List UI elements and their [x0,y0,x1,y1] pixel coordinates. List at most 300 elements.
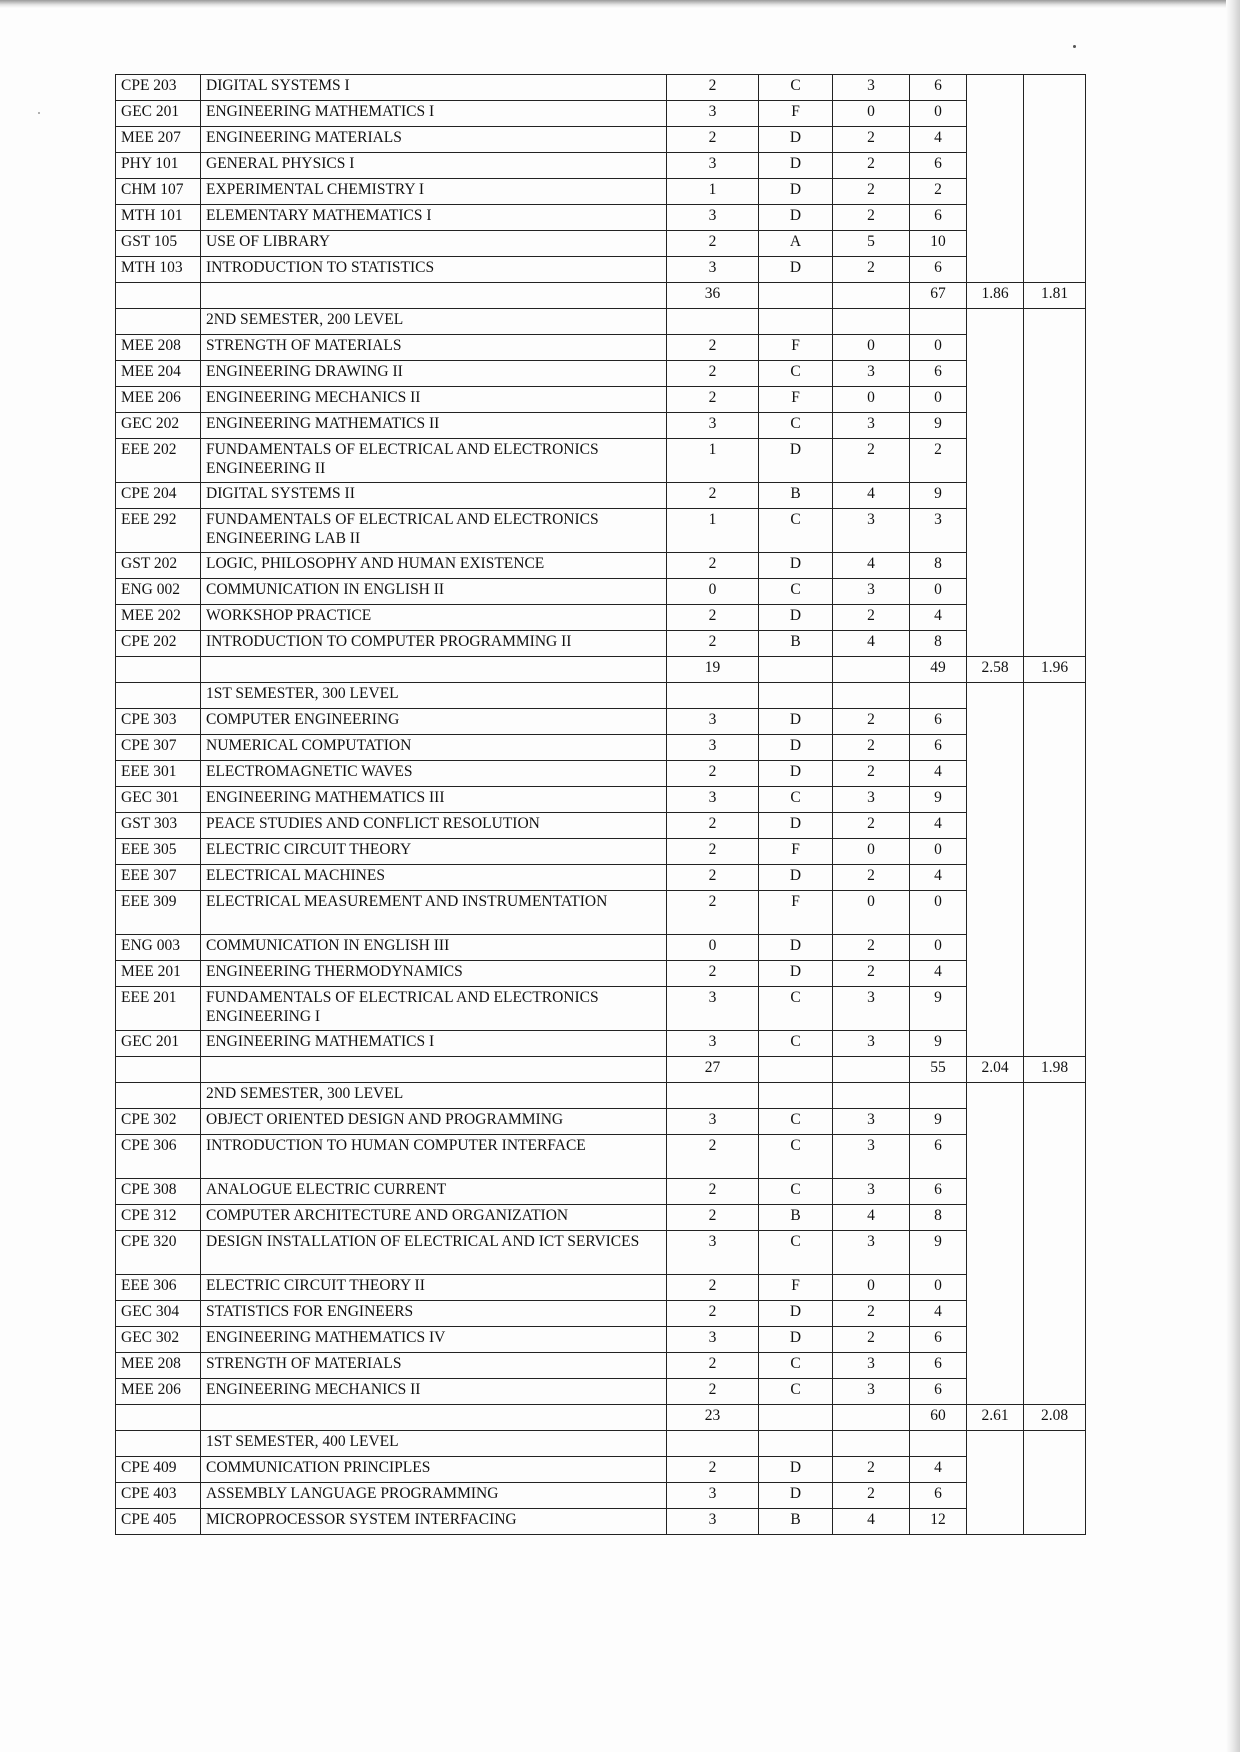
course-code: PHY 101 [116,153,201,179]
course-row [116,1301,1086,1327]
course-grade: D [759,257,833,283]
blank-cell [116,1431,201,1457]
cumulative-gpa: 1.81 [1024,283,1086,309]
scan-edge-top [0,0,1240,8]
total-units: 23 [667,1405,759,1431]
course-units: 2 [667,839,759,865]
course-code: GEC 304 [116,1301,201,1327]
total-weighted-points: 67 [910,283,967,309]
course-code: CPE 405 [116,1509,201,1535]
course-grade: C [759,1379,833,1405]
course-code: MEE 207 [116,127,201,153]
course-grade: B [759,631,833,657]
total-units: 27 [667,1057,759,1083]
course-row [116,205,1086,231]
weighted-grade-point: 4 [910,1301,967,1327]
course-grade: C [759,75,833,101]
grade-point: 0 [833,335,910,361]
weighted-grade-point: 9 [910,787,967,813]
course-units: 2 [667,865,759,891]
blank-cell [116,1057,201,1083]
weighted-grade-point: 8 [910,631,967,657]
blank-cell [667,1083,759,1109]
grade-point: 4 [833,631,910,657]
grade-point: 3 [833,1135,910,1179]
blank-cell [833,1057,910,1083]
course-row [116,1327,1086,1353]
course-code: EEE 202 [116,439,201,483]
course-row [116,579,1086,605]
course-row [116,1205,1086,1231]
course-code: CPE 302 [116,1109,201,1135]
course-code: ENG 002 [116,579,201,605]
course-title: ELECTRICAL MACHINES [201,865,667,891]
weighted-grade-point: 9 [910,413,967,439]
course-grade: A [759,231,833,257]
course-title: INTRODUCTION TO HUMAN COMPUTER INTERFACE [201,1135,667,1179]
weighted-grade-point: 0 [910,891,967,935]
grade-point: 3 [833,361,910,387]
course-units: 2 [667,813,759,839]
weighted-grade-point: 6 [910,1379,967,1405]
total-units: 19 [667,657,759,683]
grade-point: 2 [833,605,910,631]
course-title: COMMUNICATION PRINCIPLES [201,1457,667,1483]
course-code: GST 202 [116,553,201,579]
blank-cell [201,283,667,309]
course-units: 3 [667,735,759,761]
semester-total-row [116,283,1086,309]
course-code: CPE 409 [116,1457,201,1483]
weighted-grade-point: 0 [910,1275,967,1301]
course-row [116,987,1086,1031]
weighted-grade-point: 6 [910,75,967,101]
course-code: CPE 204 [116,483,201,509]
gpa-column-blank [967,75,1024,283]
course-title: ENGINEERING MATHEMATICS I [201,1031,667,1057]
grade-point: 0 [833,1275,910,1301]
course-title: INTRODUCTION TO STATISTICS [201,257,667,283]
weighted-grade-point: 0 [910,335,967,361]
blank-cell [910,1431,967,1457]
course-units: 3 [667,205,759,231]
grade-point: 3 [833,1031,910,1057]
course-grade: F [759,387,833,413]
course-grade: D [759,935,833,961]
course-row [116,761,1086,787]
course-grade: F [759,1275,833,1301]
weighted-grade-point: 6 [910,1135,967,1179]
scan-speck [1073,45,1076,48]
course-title: ENGINEERING THERMODYNAMICS [201,961,667,987]
course-title: ENGINEERING MATHEMATICS II [201,413,667,439]
course-grade: C [759,987,833,1031]
cumulative-gpa: 1.98 [1024,1057,1086,1083]
weighted-grade-point: 9 [910,1109,967,1135]
course-units: 3 [667,709,759,735]
course-code: EEE 306 [116,1275,201,1301]
grade-point: 2 [833,179,910,205]
course-units: 2 [667,1205,759,1231]
course-row [116,1231,1086,1275]
course-units: 3 [667,987,759,1031]
grade-point: 3 [833,509,910,553]
weighted-grade-point: 6 [910,257,967,283]
grade-point: 2 [833,709,910,735]
weighted-grade-point: 4 [910,127,967,153]
grade-point: 3 [833,987,910,1031]
course-title: FUNDAMENTALS OF ELECTRICAL AND ELECTRONICS ENGINEERING I [201,987,667,1031]
transcript-rows [116,75,1086,1535]
course-code: CPE 320 [116,1231,201,1275]
course-title: EXPERIMENTAL CHEMISTRY I [201,179,667,205]
course-title: DIGITAL SYSTEMS I [201,75,667,101]
weighted-grade-point: 4 [910,1457,967,1483]
grade-point: 4 [833,483,910,509]
course-code: CPE 308 [116,1179,201,1205]
blank-cell [833,657,910,683]
weighted-grade-point: 9 [910,1231,967,1275]
cgpa-column-blank [1024,683,1086,1057]
course-units: 2 [667,483,759,509]
weighted-grade-point: 9 [910,987,967,1031]
cgpa-column-blank [1024,1083,1086,1405]
course-grade: F [759,101,833,127]
course-grade: C [759,1179,833,1205]
course-units: 3 [667,257,759,283]
course-title: ENGINEERING MATHEMATICS I [201,101,667,127]
blank-cell [116,309,201,335]
course-units: 2 [667,1379,759,1405]
course-grade: D [759,1327,833,1353]
course-row [116,787,1086,813]
weighted-grade-point: 4 [910,605,967,631]
semester-heading: 1ST SEMESTER, 300 LEVEL [201,683,667,709]
course-grade: C [759,413,833,439]
course-title: ELECTROMAGNETIC WAVES [201,761,667,787]
course-title: DESIGN INSTALLATION OF ELECTRICAL AND ICT SERVICES [201,1231,667,1275]
course-grade: C [759,1353,833,1379]
blank-cell [759,283,833,309]
course-grade: B [759,1509,833,1535]
course-units: 2 [667,387,759,413]
course-row [116,387,1086,413]
course-title: ENGINEERING MECHANICS II [201,387,667,413]
grade-point: 2 [833,813,910,839]
course-title: COMMUNICATION IN ENGLISH III [201,935,667,961]
blank-cell [759,1431,833,1457]
course-title: FUNDAMENTALS OF ELECTRICAL AND ELECTRONICS ENGINEERING II [201,439,667,483]
course-grade: D [759,1301,833,1327]
course-row [116,1135,1086,1179]
course-row [116,935,1086,961]
grade-point: 2 [833,1301,910,1327]
course-grade: C [759,1231,833,1275]
semester-gpa: 2.58 [967,657,1024,683]
blank-cell [201,657,667,683]
total-weighted-points: 55 [910,1057,967,1083]
course-code: GEC 201 [116,101,201,127]
course-title: ANALOGUE ELECTRIC CURRENT [201,1179,667,1205]
course-code: EEE 292 [116,509,201,553]
course-title: USE OF LIBRARY [201,231,667,257]
blank-cell [759,1405,833,1431]
scan-speck [38,112,40,114]
course-units: 3 [667,1483,759,1509]
grade-point: 0 [833,839,910,865]
course-code: CPE 403 [116,1483,201,1509]
course-units: 3 [667,413,759,439]
grade-point: 3 [833,1353,910,1379]
course-grade: D [759,1483,833,1509]
blank-cell [910,309,967,335]
course-row [116,605,1086,631]
grade-point: 4 [833,1205,910,1231]
grade-point: 2 [833,1483,910,1509]
blank-cell [116,657,201,683]
course-title: STRENGTH OF MATERIALS [201,335,667,361]
course-units: 2 [667,75,759,101]
weighted-grade-point: 4 [910,961,967,987]
course-row [116,231,1086,257]
scan-edge-right [1226,0,1240,1752]
course-units: 2 [667,891,759,935]
course-row [116,1483,1086,1509]
blank-cell [759,309,833,335]
semester-header-row [116,683,1086,709]
semester-heading: 1ST SEMESTER, 400 LEVEL [201,1431,667,1457]
course-code: MEE 208 [116,1353,201,1379]
course-code: GEC 201 [116,1031,201,1057]
course-row [116,75,1086,101]
course-units: 3 [667,1327,759,1353]
course-units: 2 [667,1457,759,1483]
grade-point: 2 [833,257,910,283]
semester-gpa: 1.86 [967,283,1024,309]
course-code: CPE 203 [116,75,201,101]
semester-total-row [116,1405,1086,1431]
course-code: MEE 202 [116,605,201,631]
course-code: MTH 101 [116,205,201,231]
course-grade: F [759,891,833,935]
blank-cell [201,1405,667,1431]
course-code: GST 303 [116,813,201,839]
course-title: ENGINEERING MECHANICS II [201,1379,667,1405]
course-row [116,553,1086,579]
course-row [116,153,1086,179]
weighted-grade-point: 0 [910,579,967,605]
course-units: 2 [667,361,759,387]
course-code: CPE 306 [116,1135,201,1179]
cgpa-column-blank [1024,1431,1086,1535]
weighted-grade-point: 8 [910,553,967,579]
course-row [116,891,1086,935]
course-grade: D [759,1457,833,1483]
course-title: ELECTRICAL MEASUREMENT AND INSTRUMENTATION [201,891,667,935]
grade-point: 3 [833,1179,910,1205]
weighted-grade-point: 6 [910,361,967,387]
course-code: EEE 301 [116,761,201,787]
course-units: 3 [667,787,759,813]
course-code: MTH 103 [116,257,201,283]
blank-cell [667,683,759,709]
course-grade: D [759,865,833,891]
course-title: MICROPROCESSOR SYSTEM INTERFACING [201,1509,667,1535]
course-grade: C [759,361,833,387]
course-row [116,361,1086,387]
semester-gpa: 2.04 [967,1057,1024,1083]
course-title: DIGITAL SYSTEMS II [201,483,667,509]
course-grade: D [759,709,833,735]
blank-cell [833,1405,910,1431]
weighted-grade-point: 0 [910,935,967,961]
course-code: MEE 206 [116,387,201,413]
weighted-grade-point: 4 [910,865,967,891]
weighted-grade-point: 2 [910,179,967,205]
course-grade: D [759,127,833,153]
blank-cell [833,309,910,335]
weighted-grade-point: 6 [910,153,967,179]
course-row [116,483,1086,509]
course-title: FUNDAMENTALS OF ELECTRICAL AND ELECTRONICS ENGINEERING LAB II [201,509,667,553]
course-title: LOGIC, PHILOSOPHY AND HUMAN EXISTENCE [201,553,667,579]
weighted-grade-point: 6 [910,1327,967,1353]
course-title: ASSEMBLY LANGUAGE PROGRAMMING [201,1483,667,1509]
course-row [116,101,1086,127]
grade-point: 2 [833,439,910,483]
course-grade: B [759,483,833,509]
course-row [116,413,1086,439]
course-code: CHM 107 [116,179,201,205]
course-title: INTRODUCTION TO COMPUTER PROGRAMMING II [201,631,667,657]
course-code: GEC 202 [116,413,201,439]
course-title: ENGINEERING MATHEMATICS III [201,787,667,813]
course-row [116,335,1086,361]
course-title: STRENGTH OF MATERIALS [201,1353,667,1379]
grade-point: 3 [833,1231,910,1275]
course-units: 3 [667,153,759,179]
blank-cell [759,1057,833,1083]
course-units: 3 [667,1109,759,1135]
course-row [116,1353,1086,1379]
grade-point: 2 [833,961,910,987]
course-title: NUMERICAL COMPUTATION [201,735,667,761]
course-grade: C [759,1031,833,1057]
weighted-grade-point: 6 [910,205,967,231]
course-code: GST 105 [116,231,201,257]
course-code: GEC 302 [116,1327,201,1353]
course-code: EEE 305 [116,839,201,865]
weighted-grade-point: 0 [910,387,967,413]
weighted-grade-point: 0 [910,101,967,127]
course-row [116,1457,1086,1483]
blank-cell [910,1083,967,1109]
course-grade: C [759,509,833,553]
course-code: CPE 312 [116,1205,201,1231]
grade-point: 3 [833,1379,910,1405]
course-units: 2 [667,1179,759,1205]
course-row [116,1031,1086,1057]
grade-point: 2 [833,761,910,787]
course-code: EEE 201 [116,987,201,1031]
course-grade: F [759,839,833,865]
course-title: COMPUTER ARCHITECTURE AND ORGANIZATION [201,1205,667,1231]
course-code: MEE 208 [116,335,201,361]
course-code: GEC 301 [116,787,201,813]
grade-point: 3 [833,787,910,813]
course-row [116,735,1086,761]
course-units: 0 [667,935,759,961]
course-row [116,709,1086,735]
weighted-grade-point: 0 [910,839,967,865]
course-grade: D [759,813,833,839]
blank-cell [833,1431,910,1457]
course-grade: D [759,961,833,987]
grade-point: 4 [833,553,910,579]
course-row [116,1509,1086,1535]
course-row [116,179,1086,205]
cgpa-column-blank [1024,75,1086,283]
course-code: EEE 309 [116,891,201,935]
course-code: MEE 204 [116,361,201,387]
course-row [116,1179,1086,1205]
course-row [116,865,1086,891]
grade-point: 2 [833,153,910,179]
course-row [116,1275,1086,1301]
grade-point: 2 [833,127,910,153]
transcript-table [115,74,1086,1535]
course-row [116,813,1086,839]
course-units: 2 [667,231,759,257]
course-units: 2 [667,1353,759,1379]
semester-total-row [116,657,1086,683]
course-row [116,631,1086,657]
grade-point: 3 [833,579,910,605]
grade-point: 0 [833,101,910,127]
course-grade: D [759,439,833,483]
course-code: ENG 003 [116,935,201,961]
course-grade: D [759,205,833,231]
course-row [116,257,1086,283]
course-row [116,127,1086,153]
course-grade: D [759,179,833,205]
course-title: ELECTRIC CIRCUIT THEORY II [201,1275,667,1301]
semester-heading: 2ND SEMESTER, 300 LEVEL [201,1083,667,1109]
grade-point: 2 [833,935,910,961]
course-units: 2 [667,1135,759,1179]
weighted-grade-point: 6 [910,1353,967,1379]
blank-cell [759,1083,833,1109]
course-grade: C [759,787,833,813]
gpa-column-blank [967,309,1024,657]
course-row [116,839,1086,865]
blank-cell [667,1431,759,1457]
weighted-grade-point: 6 [910,709,967,735]
weighted-grade-point: 12 [910,1509,967,1535]
course-code: MEE 206 [116,1379,201,1405]
course-units: 2 [667,127,759,153]
blank-cell [116,683,201,709]
course-units: 2 [667,605,759,631]
course-grade: D [759,553,833,579]
semester-total-row [116,1057,1086,1083]
course-row [116,961,1086,987]
course-units: 3 [667,101,759,127]
cumulative-gpa: 1.96 [1024,657,1086,683]
semester-heading: 2ND SEMESTER, 200 LEVEL [201,309,667,335]
course-grade: F [759,335,833,361]
course-units: 2 [667,1275,759,1301]
